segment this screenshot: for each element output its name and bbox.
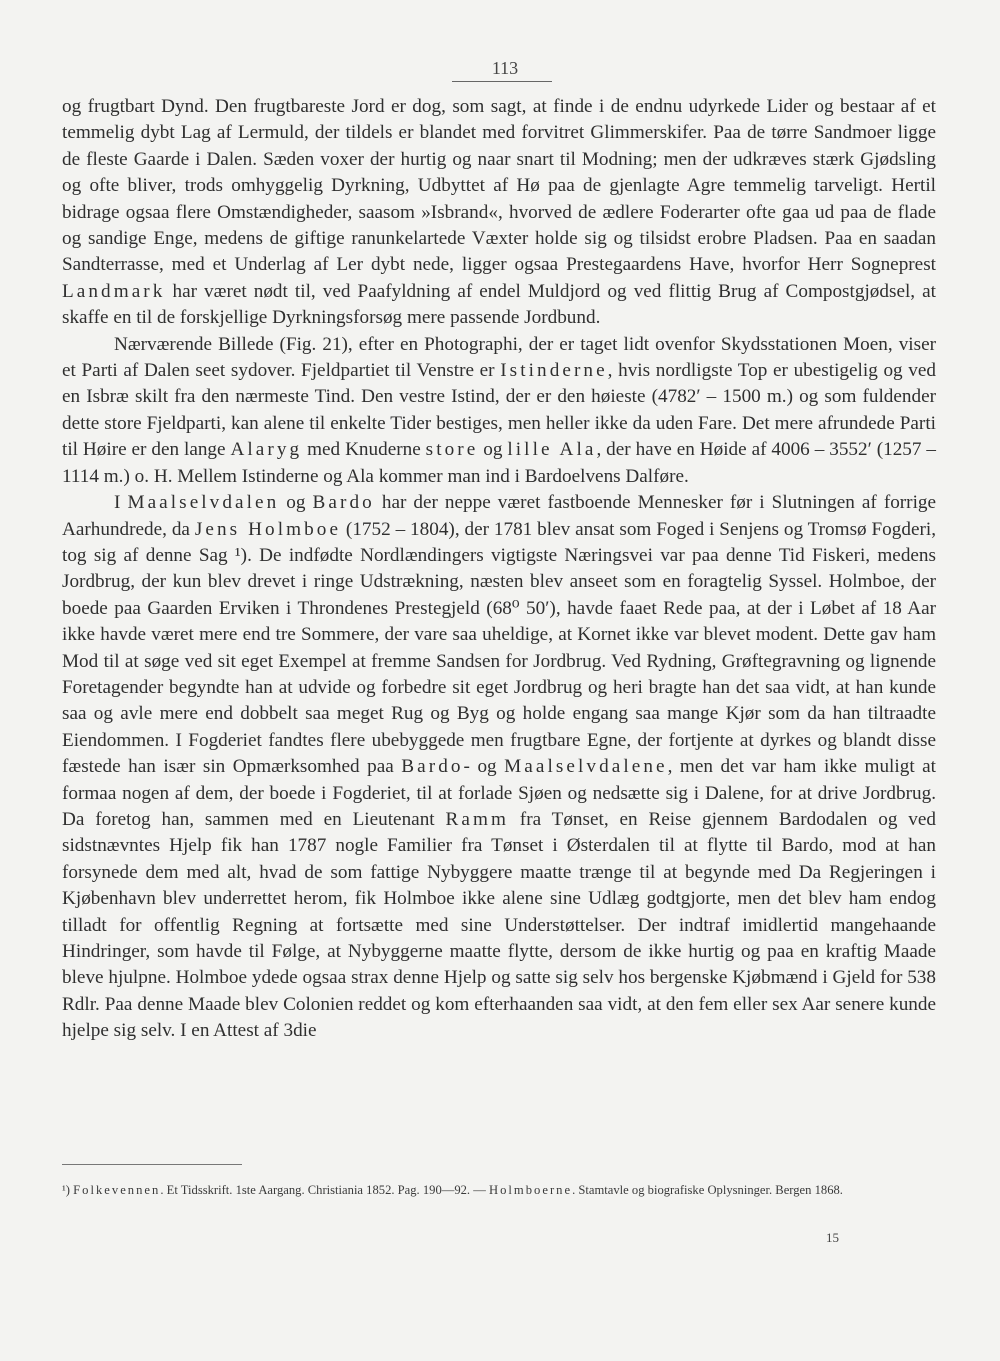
footnote (62, 1182, 936, 1199)
text-run: , der have en Høide af 4006 – 3552′ (1257 – 1114 m.) o. H. Mellem Istinderne og Ala kommer man ind i Bardoelvens Dalføre. (62, 439, 937, 487)
spaced-name: Holmboerne (488, 1183, 573, 1197)
text-run: , men det var ham ikke muligt at formaa nogen af dem, der boede i Fogderiet, til at forlade Sjøen og nedsætte sig i Dalene, for at drive Jordbrug. Da foretog han, sammen med en Lieutenant (62, 756, 937, 830)
spaced-name: Folkevennen (73, 1183, 161, 1197)
text-run: har der neppe været fastboende Mennesker før i Slutningen af forrige Aarhundrede, da (62, 492, 937, 540)
spaced-name: Landmark (62, 280, 166, 302)
text-run: og frugtbart Dynd. Den frugtbareste Jord er dog, som sagt, at finde i de endnu udyrkede Lider og bestaar af et temmelig dybt Lag af Lermuld, der tildels er blandet med forvitret Glimmerskifer. Paa de tørre Sandmoer ligge de fleste Gaarde i Dalen. Sæden voxer der hurtig og naar snart til Modning; men der udkræves stærk Gjødsling og ofte bliver, trods omhyggelig Dyrkning, Udbyttet af Hø paa de gjenlagte Agre temmelig tarveligt. Hertil bidrage ogsaa flere Omstændigheder, saasom »Isbrand«, hvorved de ædlere Foderarter ofte gaa ud paa de flade og sandige Enge, medens de giftige ranunkelartede Væxter holde sig og tilsidst erobre Pladsen. Paa en saadan Sandterrasse, med et Underlag af Ler dybt nede, ligger ogsaa Prestegaardens Have, hvorfor Herr Sogneprest (62, 96, 936, 276)
text-run: med Knuderne (302, 439, 426, 461)
text-run: - og (463, 756, 505, 778)
spaced-name: lille Ala (507, 439, 597, 461)
paragraph (62, 490, 936, 1045)
text-run: fra Tønset, en Reise gjennem Bardodalen og ved sidstnævntes Hjelp fik han 1787 nogle Familier fra Tønset i Østerdalen til at flytte til Bardo, mod at han forsynede dem med alt, hvad de som fattige Nybyggere maatte trænge til at begynde med Da Regjeringen i Kjøbenhavn blev underrettet herom, fik Holmboe ikke alene sine Udlæg godtgjorte, men det blev ham endog tilladt for offentlig Regning at fortsætte med sine Understøttelser. Der indtraf imidlertid mangehaande Hindringer, som havde til Følge, at Nybyggerne maatte flytte, dersom de ikke hurtig og paa en kraftig Maade bleve hjulpne. Holmboe ydede ogsaa strax denne Hjelp og satte sig selv hos bergenske Kjøbmænd i Gjeld for 538 Rdlr. Paa denne Maade blev Colonien reddet og kom efterhaanden saa vidt, at den fem eller sex Aar senere kunde hjelpe sig selv. I en Attest af 3die (62, 808, 936, 1042)
spaced-name: Alaryg (230, 439, 303, 461)
text-run: , hvis nordligste Top er ubestigelig og ved en Isbræ skilt fra den nærmeste Tind. Den vestre Istind, der er den høieste (4782′ – 1500 m.) og som fuldender dette store Fjeldparti, kan alene til enkelte Tider bestiges, men heller ikke da uden Fare. Det mere afrundede Parti til Høire er den lange (62, 360, 936, 461)
body-text (62, 94, 936, 1045)
paragraph (62, 332, 936, 490)
spaced-name: Bardo (401, 756, 464, 778)
spaced-name: Ramm (445, 808, 509, 830)
text-run: . Stamtavle og biografiske Oplysninger. Bergen 1868. (572, 1183, 843, 1197)
paragraph (62, 94, 936, 332)
text-run: og (478, 439, 508, 461)
spaced-name: Istinderne (500, 360, 608, 382)
text-run: og (279, 492, 313, 514)
printer-signature: 15 (826, 1230, 839, 1245)
text-run: (1752 – 1804), der 1781 blev ansat som Foged i Senjens og Tromsø Fogderi, tog sig af denne Sag ¹). De indfødte Nordlændingers vigtigste Næringsvei var paa denne Tid Fiskeri, medens Jordbrug, der kun blev drevet i ringe Udstrækning, næsten blev anseet som en foragtelig Syssel. Holmboe, der boede paa Gaarden Erviken i Throndenes Prestegjeld (68⁰ 50′), havde faaet Rede paa, at der i Løbet af 18 Aar ikke havde været mere end tre Sommere, der vare saa uheldige, at Kornet ikke var blevet modent. Dette gav ham Mod til at søge ved sit eget Exempel at fremme Sandsen for Jordbrug. Ved Rydning, Grøftegravning og lignende Foretagender begyndte han at udvide og forbedre sit eget Jordbrug og heri bragte han det saa vidt, at han kunde saa og avle mere end dobbelt saa meget Rug og Byg og holde engang saa mange Kjør som da han tiltraadte Eiendommen. I Fogderiet fandtes flere ubebyggede men frugtbare Egne, der fortjente at dyrkes og blandt disse fæstede han især sin Opmærksomhed paa (62, 518, 936, 778)
spaced-name: Bardo (312, 492, 375, 514)
text-run: I (114, 492, 128, 514)
spaced-name: Maalselvdalene (504, 756, 668, 778)
text-run: Nærværende Billede (Fig. 21), efter en Photographi, der er taget lidt ovenfor Skydsstationen Moen, viser et Parti af Dalen seet sydover. Fjeldpartiet til Venstre er (62, 333, 936, 382)
footnote-rule (62, 1164, 242, 1165)
spaced-name: Maalselvdalen (127, 492, 280, 514)
text-run: . Et Tidsskrift. 1ste Aargang. Christiania 1852. Pag. 190—92. — (160, 1183, 489, 1197)
text-run: har været nødt til, ved Paafyldning af endel Muldjord og ved flittig Brug af Compostgjødsel, at skaffe en til de forskjellige Dyrkningsforsøg mere passende Jordbund. (62, 280, 936, 329)
header-rule (452, 81, 552, 82)
page-number: 113 (491, 58, 519, 78)
spaced-name: Jens Holmboe (194, 518, 342, 540)
spaced-name: store (425, 439, 479, 461)
text-run: ¹) (62, 1183, 74, 1197)
